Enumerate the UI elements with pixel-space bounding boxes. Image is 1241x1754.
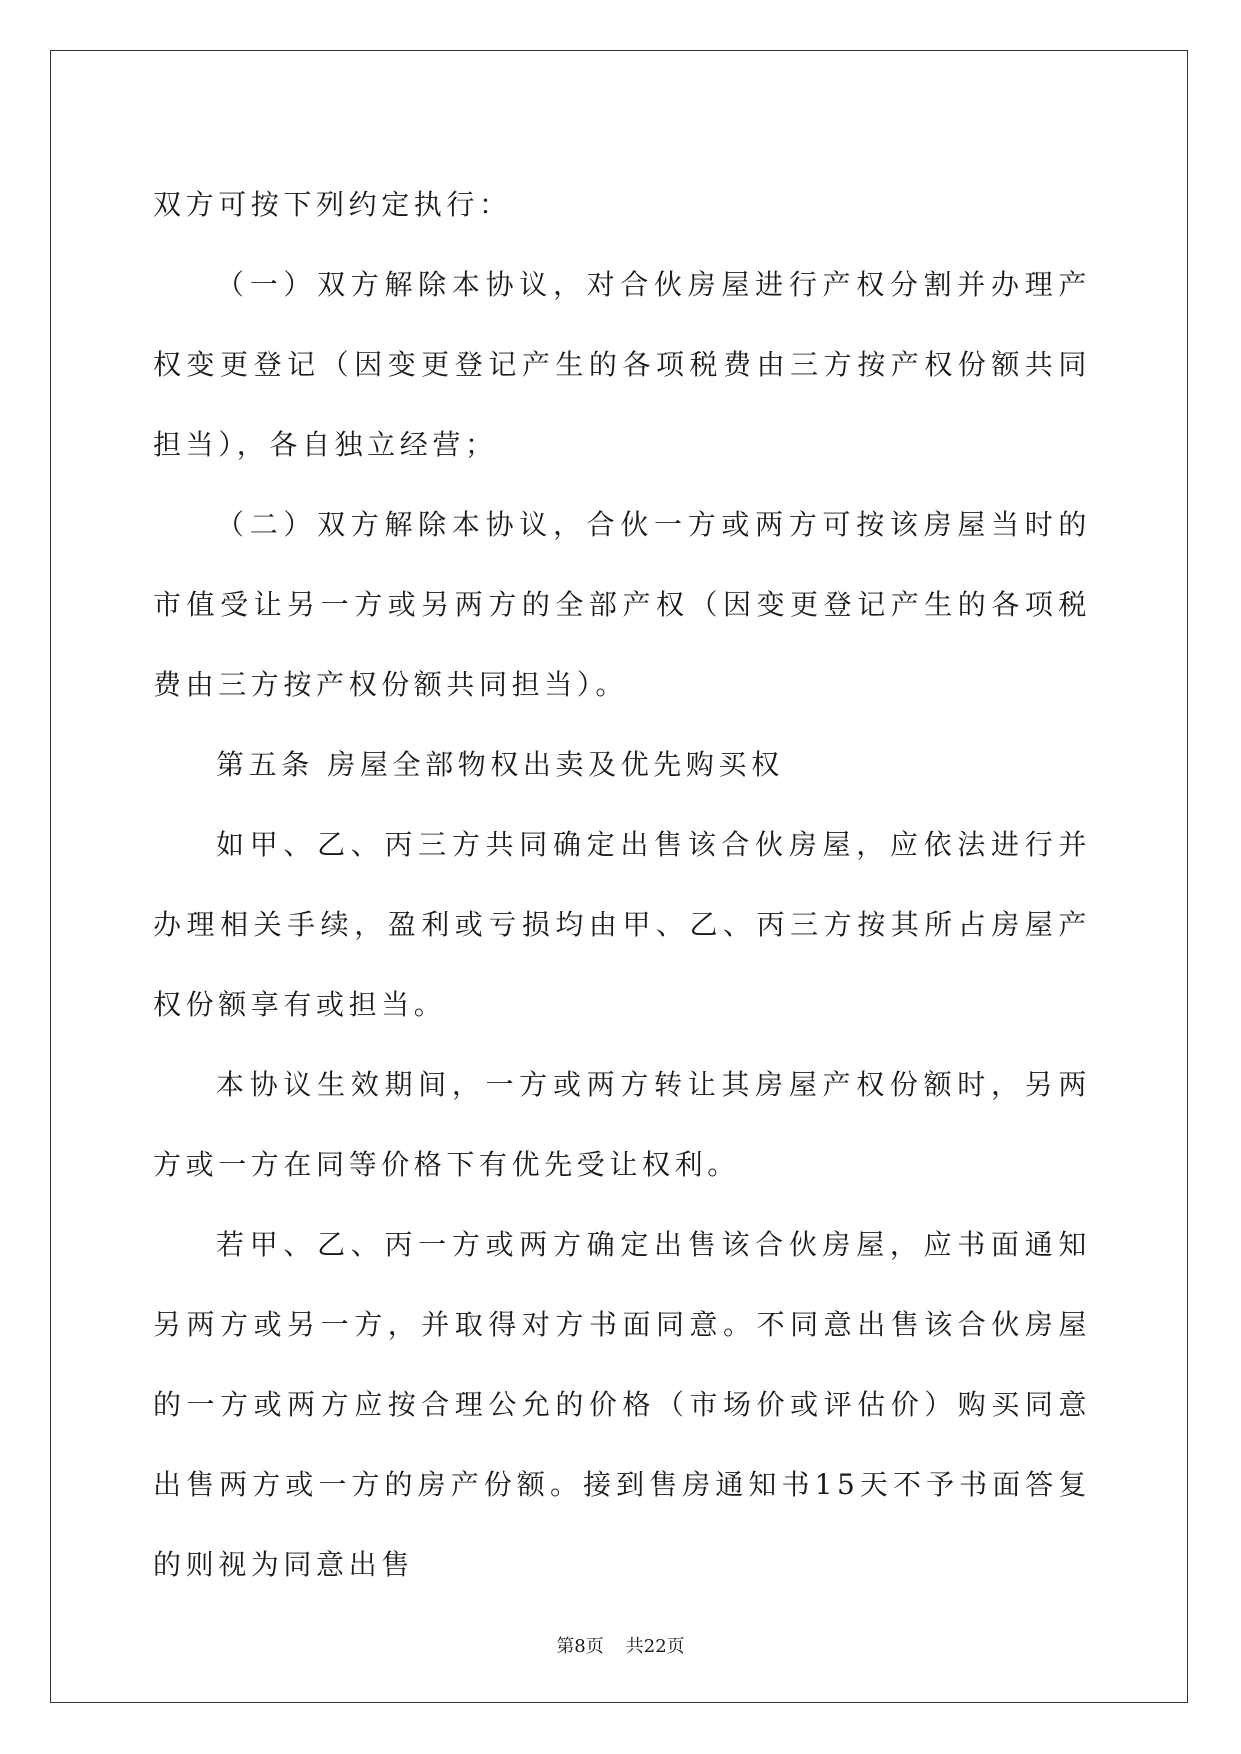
document-body xyxy=(153,165,1091,1605)
paragraph-6: 本协议生效期间，一方或两方转让其房屋产权份额时，另两方或一方在同等价格下有优先受让权利。 xyxy=(153,1068,1091,1181)
paragraph-5: 如甲、乙、丙三方共同确定出售该合伙房屋，应依法进行并办理相关手续，盈利或亏损均由甲、乙、丙三方按其所占房屋产权份额享有或担当。 xyxy=(153,828,1091,1021)
paragraph-3: （二）双方解除本协议，合伙一方或两方可按该房屋当时的市值受让另一方或另两方的全部产权（因变更登记产生的各项税费由三方按产权份额共同担当）。 xyxy=(153,508,1091,701)
paragraph-1: 双方可按下列约定执行： xyxy=(153,188,512,221)
page-number: 第8页 xyxy=(556,1636,604,1657)
paragraph-2: （一）双方解除本协议，对合伙房屋进行产权分割并办理产权变更登记（因变更登记产生的各项税费由三方按产权份额共同担当），各自独立经营； xyxy=(153,268,1091,461)
paragraph-7: 若甲、乙、丙一方或两方确定出售该合伙房屋，应书面通知另两方或另一方，并取得对方书面同意。不同意出售该合伙房屋的一方或两方应按合理公允的价格（市场价或评估价）购买同意出售两方或一方的房产份额。接到售房通知书15天不予书面答复的则视为同意出售 xyxy=(153,1228,1091,1581)
section-heading: 第五条 房屋全部物权出卖及优先购买权 xyxy=(216,748,784,781)
page-footer xyxy=(0,1632,1241,1658)
total-pages: 共22页 xyxy=(625,1636,685,1657)
